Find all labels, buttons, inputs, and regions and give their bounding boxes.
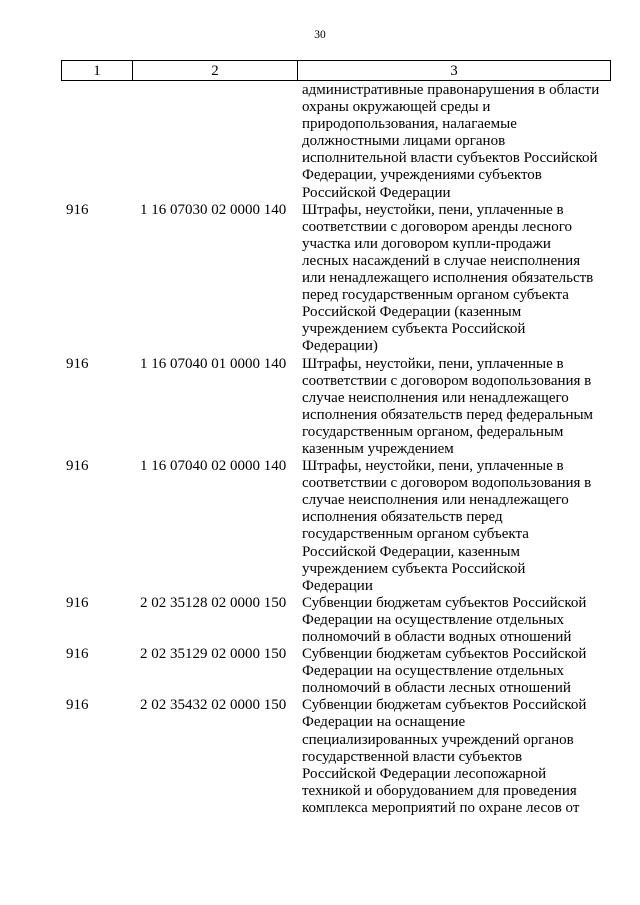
description-line: случае неисполнения или ненадлежащего [302,492,569,509]
table-row [0,646,640,697]
description-line: техникой и оборудованием для проведения [302,782,577,799]
description-line: Субвенции бюджетам субъектов Российской [302,594,587,611]
continuation-text [302,82,640,202]
description-line: природопользования, налагаемые [302,116,517,133]
table-body [0,82,640,817]
continuation-row [0,82,640,202]
description-line: Федерации на осуществление отдельных [302,663,565,680]
description-line: Субвенции бюджетам субъектов Российской [302,646,587,663]
description-line: охраны окружающей среды и [302,99,491,116]
description-line: казенным учреждением [302,440,454,457]
description-cell [302,697,640,817]
description-line: участка или договором купли-продажи [302,235,551,252]
description-line: государственным органом субъекта [302,526,529,543]
description-line: Штрафы, неустойки, пени, уплаченные в [302,201,564,218]
admin-code-cell: 916 [66,646,89,663]
table-row [0,697,640,817]
page-number: 30 [314,29,326,41]
description-line: Федерации на оснащение [302,714,466,731]
description-line: административные правонарушения в области [302,82,600,98]
description-line: учреждением субъекта Российской [302,560,526,577]
description-line: Российской Федерации [302,184,451,201]
column-header-1: 1 [62,61,133,81]
description-line: должностными лицами органов [302,133,506,150]
description-cell [302,458,640,595]
budget-code-cell: 2 02 35129 02 0000 150 [140,646,287,663]
description-line: соответствии с договором водопользования в [302,475,592,492]
description-line: комплекса мероприятий по охране лесов от [302,799,580,816]
description-line: случае неисполнения или ненадлежащего [302,389,569,406]
description-line: Федерации, учреждениями субъектов [302,167,542,184]
description-line: исполнения обязательств перед федеральным [302,406,594,423]
budget-code-cell: 1 16 07040 01 0000 140 [140,355,287,372]
description-line: Российской Федерации, казенным [302,543,520,560]
budget-code-cell: 2 02 35128 02 0000 150 [140,594,287,611]
admin-code-cell: 916 [66,697,89,714]
description-line: Федерации [302,577,373,594]
description-cell [302,646,640,697]
description-line: перед государственным органом субъекта [302,287,569,304]
column-header-3: 3 [298,61,611,81]
budget-code-cell: 1 16 07030 02 0000 140 [140,201,287,218]
description-line: учреждением субъекта Российской [302,321,526,338]
table-row [0,356,640,459]
admin-code-cell: 916 [66,594,89,611]
column-header-2: 2 [133,61,298,81]
description-cell [302,202,640,356]
description-line: Российской Федерации (казенным [302,304,522,321]
description-line: Федерации на осуществление отдельных [302,611,565,628]
budget-code-cell: 2 02 35432 02 0000 150 [140,697,287,714]
description-line: государственной власти субъектов [302,748,523,765]
description-line: специализированных учреждений органов [302,731,574,748]
description-line: Российской Федерации лесопожарной [302,765,547,782]
table-row [0,595,640,646]
description-line: или ненадлежащего исполнения обязательств [302,270,594,287]
description-line: государственным органом, федеральным [302,423,564,440]
description-line: Штрафы, неустойки, пени, уплаченные в [302,458,564,475]
description-line: лесных насаждений в случае неисполнения [302,252,581,269]
table-row [0,458,640,595]
admin-code-cell: 916 [66,355,89,372]
description-line: соответствии с договором водопользования в [302,372,592,389]
description-cell [302,595,640,646]
admin-code-cell: 916 [66,201,89,218]
column-header-row [62,61,611,81]
description-cell [302,356,640,459]
description-line: полномочий в области лесных отношений [302,680,571,697]
description-line: Штрафы, неустойки, пени, уплаченные в [302,355,564,372]
description-line: исполнительной власти субъектов Российской [302,150,598,167]
description-line: полномочий в области водных отношений [302,629,572,645]
admin-code-cell: 916 [66,458,89,475]
description-line: исполнения обязательств перед [302,509,503,526]
column-header-table [61,60,611,81]
description-line: Субвенции бюджетам субъектов Российской [302,697,587,714]
description-line: соответствии с договором аренды лесного [302,218,573,235]
budget-code-cell: 1 16 07040 02 0000 140 [140,458,287,475]
table-row [0,202,640,356]
description-line: Федерации) [302,338,378,355]
